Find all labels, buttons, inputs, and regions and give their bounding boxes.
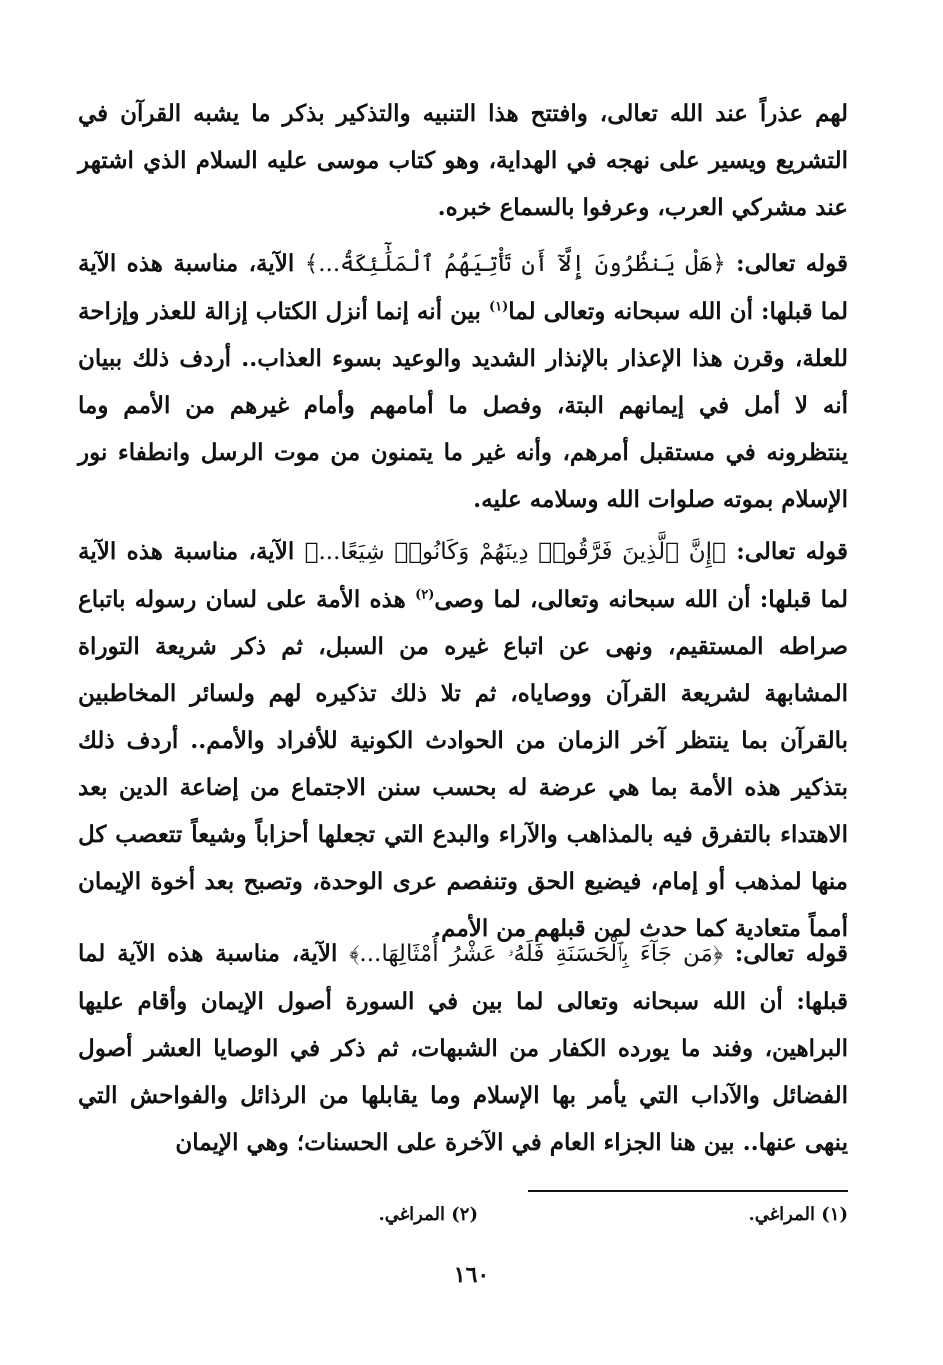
footnote-marker: (٢) — [415, 587, 435, 603]
paragraph-verse-1 — [78, 240, 848, 523]
paragraph-text-before-footnote: الآية، مناسبة هذه الآية لما قبلها: أن الله سبحانه وتعالى، لما وصى — [78, 538, 848, 613]
paragraph-text-after-footnote: هذه الأمة على لسان رسوله باتباع صراطه المستقيم، ونهى عن اتباع غيره من السبل، ثم ذكر شريعة التوراة المشابهة لشريعة القرآن ووصاياه، ثم تلا ذلك تذكيره لهم ولسائر المخاطبين بالقرآن بما ينتظر آخر الزمان من الحوادث الكونية للأفراد والأمم.. أردف ذلك بتذكير هذه الأمة بما هي عرضة له بحسب سنن الاجتماع من إضاعة الدين بعد الاهتداء بالتفرق فيه بالمذاهب والآراء والبدع التي تجعلها أحزاباً وشيعاً تتعصب كل منها لمذهب أو إمام، فيضيع الحق وتنفصم عرى الوحدة، وتصبح بعد أخوة الإيمان أمماً متعادية كما حدث لمن قبلهم من الأمم. — [78, 586, 848, 942]
paragraph-body — [78, 930, 848, 1166]
footnotes — [78, 1204, 848, 1238]
footnote-1: (١) المراغي. — [748, 1204, 848, 1225]
paragraph-intro: قوله تعالى: — [725, 250, 849, 277]
paragraph-body — [78, 240, 848, 523]
paragraph-text: الآية، مناسبة هذه الآية لما قبلها: أن الله سبحانه وتعالى لما بين في السورة أصول الإيمان وأقام عليها البراهين، وفند ما يورده الكفار من الشبهات، ثم ذكر في الوصايا العشر أصول الفضائل والآداب التي يأمر بها الإسلام وما يقابلها من الرذائل والفواحش التي ينهى عنها.. بين هنا الجزاء العام في الآخرة على الحسنات؛ وهي الإيمان — [78, 940, 848, 1156]
paragraph-intro: قوله تعالى: — [723, 940, 848, 967]
paragraph-text: لهم عذراً عند الله تعالى، وافتتح هذا التنبيه والتذكير بذكر ما يشبه القرآن في التشريع ويسير على نهجه في الهداية، وهو كتاب موسى عليه السلام الذي اشتهر عند مشركي العرب، وعرفوا بالسماع خبره. — [78, 100, 848, 221]
quran-verse: ﴿مَن جَآءَ بِٱلْحَسَنَةِ فَلَهُۥ عَشْرُ أَمْثَالِهَا...﴾ — [349, 941, 724, 967]
quran-verse: ﴿إِنَّ ٱلَّذِينَ فَرَّقُوا۟ دِينَهُمْ وَكَانُوا۟ شِيَعًا...﴾ — [304, 539, 726, 565]
paragraph-intro: قوله تعالى: — [725, 538, 849, 565]
paragraph-text-before-footnote: الآية، مناسبة هذه الآية لما قبلها: أن الله سبحانه وتعالى لما — [78, 250, 849, 325]
page-number: ١٦٠ — [453, 1262, 490, 1288]
paragraph-body — [78, 528, 848, 952]
paragraph-verse-2 — [78, 528, 848, 952]
quran-verse: ﴿هَلْ يَنظُرُونَ إِلَّآ أَن تَأْتِيَهُمُ ٱلْمَلَٰٓئِكَةُ...﴾ — [304, 251, 726, 277]
footnote-2: (٢) المراغي. — [378, 1204, 478, 1225]
footnote-divider — [528, 1190, 848, 1192]
paragraph-continuation — [78, 90, 848, 231]
footnote-marker: (١) — [488, 299, 509, 315]
paragraph-text-after-footnote: بين أنه إنما أنزل الكتاب إزالة للعذر وإزاحة للعلة، وقرن هذا الإعذار بالإنذار الشديد والوعيد بسوء العذاب.. أردف ذلك ببيان أنه لا أمل في إيمانهم البتة، وفصل ما أمامهم وأمام غيرهم من الأمم وما ينتظرونه في مستقبل أمرهم، وأنه غير ما يتمنون من موت الرسل وانطفاء نور الإسلام بموته صلوات الله وسلامه عليه. — [78, 298, 848, 513]
paragraph-verse-3 — [78, 930, 848, 1166]
